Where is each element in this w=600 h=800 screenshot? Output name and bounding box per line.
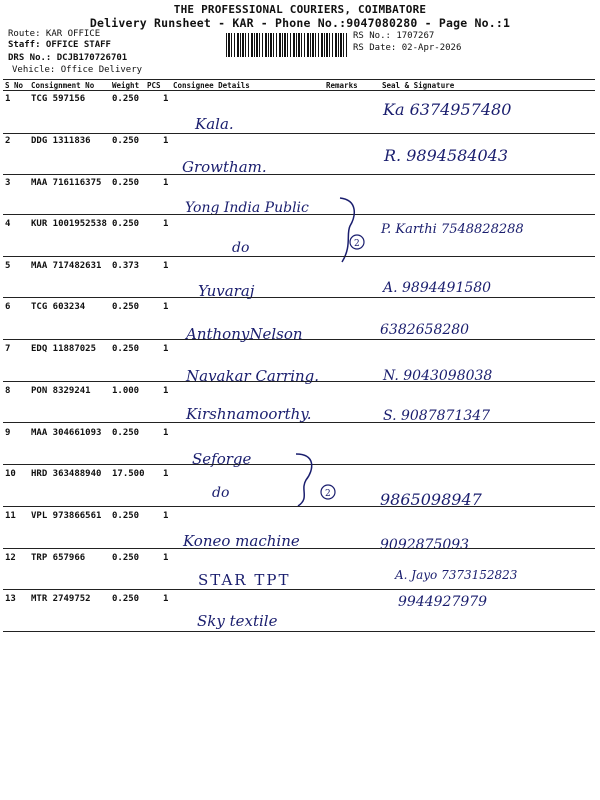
svg-text:2: 2 [325, 489, 331, 499]
row-consignment: HRD 363488940 [31, 469, 102, 479]
row-pcs: 1 [163, 261, 169, 271]
row-sno: 1 [5, 94, 11, 104]
barcode [226, 33, 348, 57]
row-pcs: 1 [163, 594, 169, 604]
row-divider [3, 589, 595, 590]
row-weight: 0.250 [112, 136, 140, 146]
row-consignment: MAA 716116375 [31, 178, 102, 188]
row-weight: 0.250 [112, 302, 140, 312]
row-sno: 13 [5, 594, 16, 604]
row-signature-handwriting: 9092875093 [380, 537, 470, 553]
row-weight: 0.250 [112, 511, 140, 521]
row-pcs: 1 [163, 94, 169, 104]
row-signature-handwriting: A. 9894491580 [383, 280, 492, 296]
row-sno: 5 [5, 261, 11, 271]
row-pcs: 1 [163, 386, 169, 396]
table-header-rule [3, 90, 595, 91]
row-consignee-handwriting: Seforge [192, 450, 252, 468]
row-signature-handwriting: P. Karthi 7548828288 [381, 222, 524, 237]
row-pcs: 1 [163, 469, 169, 479]
row-divider [3, 548, 595, 549]
row-consignment: MAA 717482631 [31, 261, 102, 271]
col-weight: Weight [112, 81, 140, 90]
row-weight: 0.250 [112, 219, 140, 229]
row-signature-handwriting: S. 9087871347 [383, 408, 491, 424]
row-divider [3, 297, 595, 298]
row-sno: 10 [5, 469, 16, 479]
col-pcs: PCS [147, 81, 161, 90]
row-weight: 0.250 [112, 94, 140, 104]
row-divider [3, 214, 595, 215]
row-divider [3, 133, 595, 134]
row-sno: 2 [5, 136, 11, 146]
row-consignee-handwriting: Growtham. [182, 158, 267, 176]
col-consignee: Consignee Details [173, 81, 250, 90]
row-signature-handwriting: 9865098947 [380, 490, 482, 509]
row-sno: 11 [5, 511, 16, 521]
table-bottom-rule [3, 631, 595, 632]
row-consignee-handwriting: Navakar Carring. [186, 367, 320, 385]
row-weight: 0.250 [112, 344, 140, 354]
row-divider [3, 381, 595, 382]
row-consignment: MTR 2749752 [31, 594, 91, 604]
col-sno: S No [5, 81, 24, 90]
row-weight: 0.373 [112, 261, 140, 271]
row-consignment: MAA 304661093 [31, 428, 102, 438]
row-sno: 7 [5, 344, 11, 354]
row-divider [3, 339, 595, 340]
col-consignment: Consignment No [31, 81, 95, 90]
row-pcs: 1 [163, 302, 169, 312]
row-sno: 3 [5, 178, 11, 188]
row-consignment: PON 8329241 [31, 386, 91, 396]
row-signature-handwriting: R. 9894584043 [384, 146, 509, 165]
row-consignment: TCG 597156 [31, 94, 86, 104]
row-pcs: 1 [163, 136, 169, 146]
row-signature-handwriting: 6382658280 [380, 322, 470, 338]
row-consignment: KUR 1001952538 [31, 219, 107, 229]
row-consignment: DDG 1311836 [31, 136, 91, 146]
vehicle-label: Vehicle: Office Delivery [12, 65, 143, 75]
row-consignee-handwriting: Kala. [195, 115, 234, 133]
table-top-rule [3, 79, 595, 80]
row-pcs: 1 [163, 344, 169, 354]
route-label: Route: KAR OFFICE [8, 29, 101, 39]
row-consignee-handwriting: STAR TPT [198, 571, 291, 589]
staff-label: Staff: OFFICE STAFF [8, 40, 111, 50]
row-divider [3, 174, 595, 175]
runsheet-title: Delivery Runsheet - KAR - Phone No.:9047080280 - Page No.:1 [89, 16, 511, 30]
row-weight: 17.500 [112, 469, 145, 479]
row-consignee-handwriting: Yuvaraj [198, 282, 255, 300]
row-signature-handwriting: N. 9043098038 [383, 368, 493, 384]
row-consignment: TRP 657966 [31, 553, 86, 563]
col-remarks: Remarks [326, 81, 358, 90]
row-divider [3, 506, 595, 507]
row-sno: 12 [5, 553, 16, 563]
row-sno: 8 [5, 386, 11, 396]
row-sno: 4 [5, 219, 11, 229]
col-seal: Seal & Signature [382, 81, 455, 90]
row-divider [3, 422, 595, 423]
rs-number: RS No.: 1707267 [353, 31, 435, 41]
row-consignment: VPL 973866561 [31, 511, 102, 521]
row-pcs: 1 [163, 553, 169, 563]
svg-text:2: 2 [354, 239, 360, 249]
row-consignee-handwriting: do [212, 485, 230, 501]
row-pcs: 1 [163, 511, 169, 521]
row-consignee-handwriting: AnthonyNelson [186, 325, 303, 343]
row-weight: 0.250 [112, 594, 140, 604]
row-signature-handwriting: A. Jayo 7373152823 [395, 568, 518, 582]
row-consignee-handwriting: Sky textile [197, 612, 278, 630]
row-weight: 0.250 [112, 178, 140, 188]
row-consignee-handwriting: do [232, 240, 250, 256]
row-weight: 1.000 [112, 386, 140, 396]
row-weight: 0.250 [112, 428, 140, 438]
row-pcs: 1 [163, 219, 169, 229]
row-weight: 0.250 [112, 553, 140, 563]
row-sno: 9 [5, 428, 11, 438]
row-signature-handwriting: Ka 6374957480 [383, 100, 512, 119]
row-consignment: EDQ 11887025 [31, 344, 97, 354]
company-title: THE PROFESSIONAL COURIERS, COIMBATORE [173, 3, 427, 16]
row-consignee-handwriting: Yong India Public [185, 200, 309, 216]
drs-label: DRS No.: DCJB170726701 [8, 53, 128, 63]
row-pcs: 1 [163, 428, 169, 438]
row-divider [3, 256, 595, 257]
row-sno: 6 [5, 302, 11, 312]
row-consignment: TCG 603234 [31, 302, 86, 312]
row-consignee-handwriting: Koneo machine [183, 532, 300, 550]
row-pcs: 1 [163, 178, 169, 188]
rs-date: RS Date: 02-Apr-2026 [353, 43, 462, 53]
bracket-mark-icon [290, 450, 350, 510]
row-signature-handwriting: 9944927979 [398, 594, 488, 610]
row-consignee-handwriting: Kirshnamoorthy. [186, 405, 312, 423]
